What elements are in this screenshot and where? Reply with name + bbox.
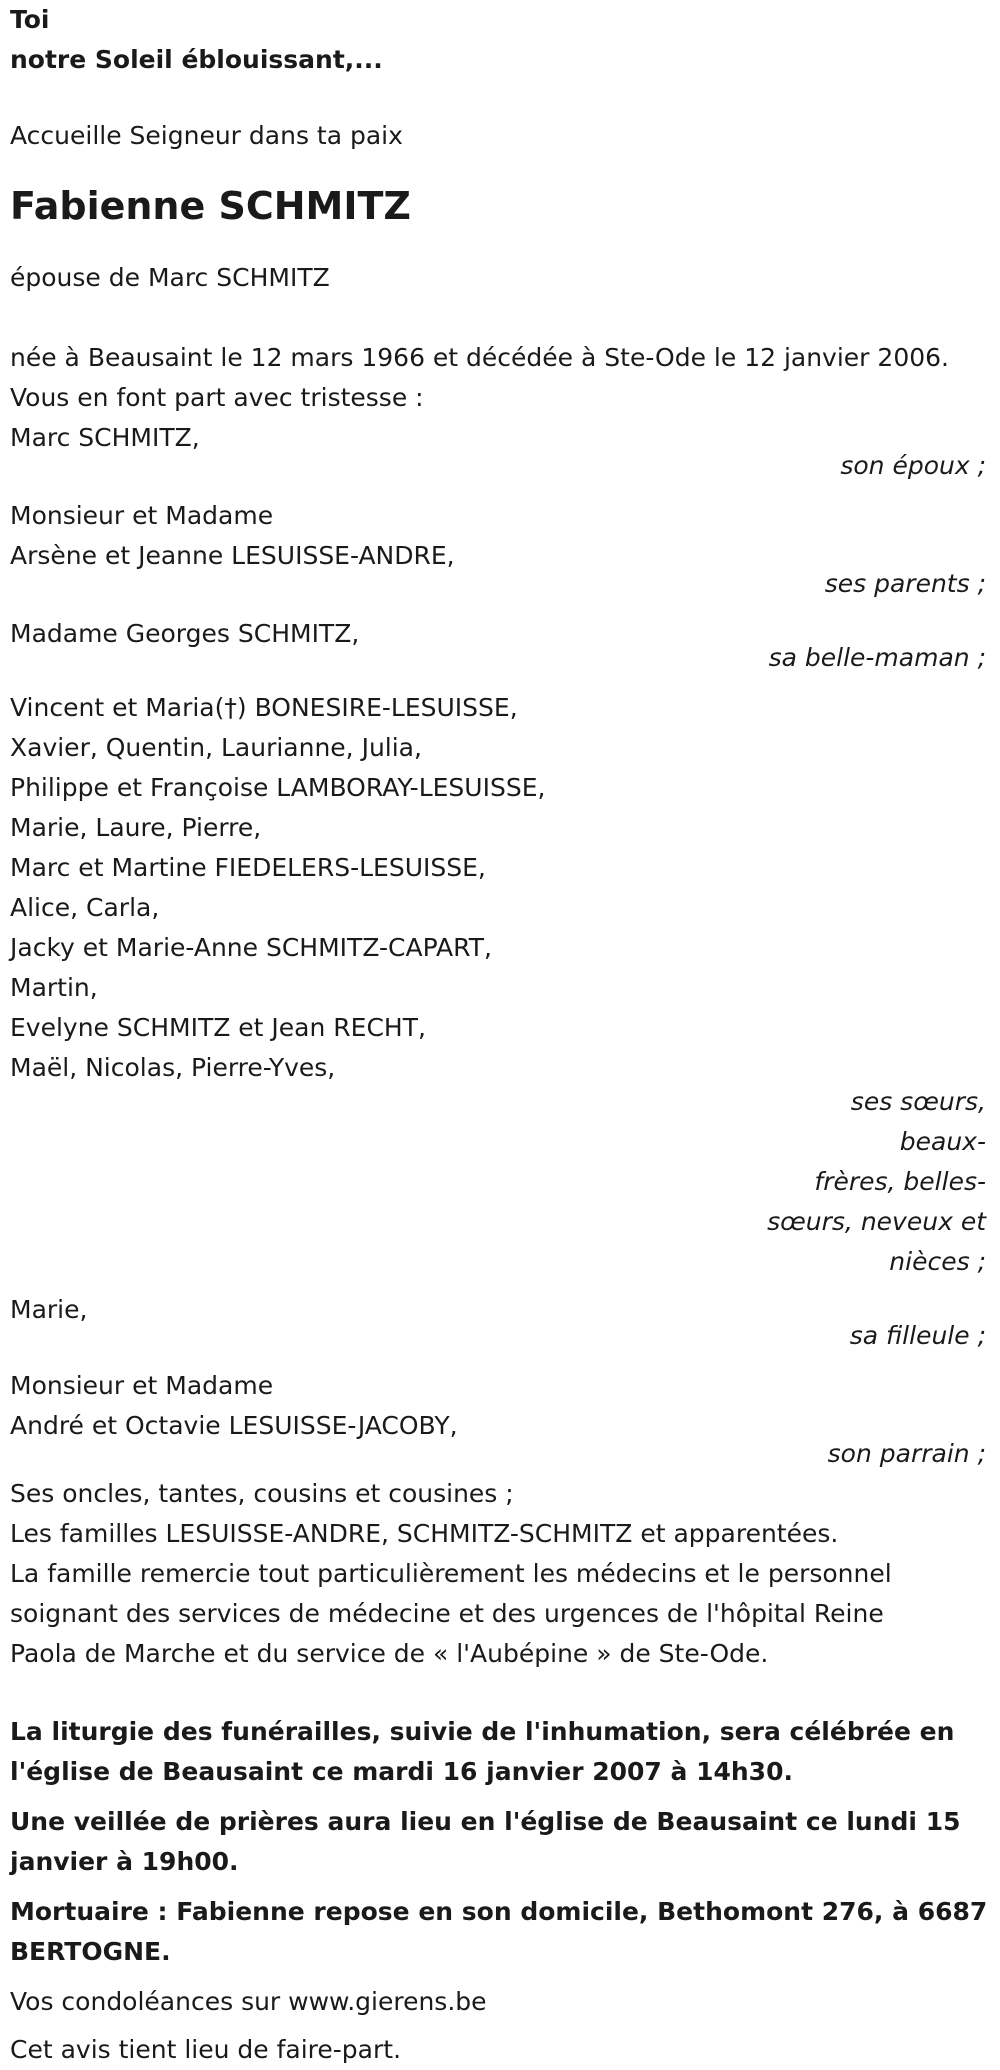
mortuary-line: Mortuaire : Fabienne repose en son domicile, Bethomont 276, à 6687 xyxy=(10,1897,988,1926)
family-line: André et Octavie LESUISSE-JACOBY, xyxy=(10,1411,458,1440)
thanks-line: La famille remercie tout particulièrement les médecins et le personnel xyxy=(10,1559,892,1588)
family-line: Jacky et Marie-Anne SCHMITZ-CAPART, xyxy=(10,933,492,962)
family-group-siblings xyxy=(10,688,990,1282)
relation-label: sœurs, neveux et xyxy=(767,1207,986,1236)
relation-label: frères, belles- xyxy=(814,1167,986,1196)
others-line: Ses oncles, tantes, cousins et cousines ; xyxy=(10,1479,514,1508)
announcement-line: Vous en font part avec tristesse : xyxy=(10,383,424,412)
relation-label: sa belle-maman ; xyxy=(768,643,986,672)
family-line: Monsieur et Madame xyxy=(10,501,274,530)
family-line: Marie, Laure, Pierre, xyxy=(10,813,262,842)
deceased-name: Fabienne SCHMITZ xyxy=(10,184,411,228)
family-group-mother-in-law xyxy=(10,614,990,678)
vigil-line: janvier à 19h00. xyxy=(10,1847,239,1876)
relation-label: nièces ; xyxy=(889,1247,986,1276)
thanks-line: soignant des services de médecine et des urgences de l'hôpital Reine xyxy=(10,1599,884,1628)
family-line: Maël, Nicolas, Pierre-Yves, xyxy=(10,1053,336,1082)
family-line: Arsène et Jeanne LESUISSE-ANDRE, xyxy=(10,541,455,570)
funeral-line: La liturgie des funérailles, suivie de l'inhumation, sera célébrée en xyxy=(10,1717,955,1746)
family-group-parents xyxy=(10,496,990,604)
mortuary-info xyxy=(10,1892,990,1972)
family-line: Marie, xyxy=(10,1295,88,1324)
funeral-info xyxy=(10,1712,990,1792)
relation-label: sa filleule ; xyxy=(849,1321,986,1350)
family-line: Martin, xyxy=(10,973,98,1002)
intro-line-1: Toi xyxy=(10,5,50,34)
intro-line-2: notre Soleil éblouissant,... xyxy=(10,45,383,74)
thanks-line: Paola de Marche et du service de « l'Aubépine » de Ste-Ode. xyxy=(10,1639,769,1668)
family-line: Philippe et Françoise LAMBORAY-LESUISSE, xyxy=(10,773,546,802)
vigil-line: Une veillée de prières aura lieu en l'église de Beausaint ce lundi 15 xyxy=(10,1807,961,1836)
family-group-spouse xyxy=(10,418,990,486)
relation-label: ses sœurs, beaux- xyxy=(850,1087,986,1156)
prayer-line: Accueille Seigneur dans ta paix xyxy=(10,121,403,150)
family-line: Marc SCHMITZ, xyxy=(10,423,200,452)
funeral-line: l'église de Beausaint ce mardi 16 janvier 2007 à 14h30. xyxy=(10,1757,793,1786)
family-line: Alice, Carla, xyxy=(10,893,160,922)
relation-label: son époux ; xyxy=(840,451,986,480)
vigil-info xyxy=(10,1802,990,1882)
spouse-line: épouse de Marc SCHMITZ xyxy=(10,263,330,292)
family-line: Madame Georges SCHMITZ, xyxy=(10,619,360,648)
others-line: Les familles LESUISSE-ANDRE, SCHMITZ-SCHMITZ et apparentées. xyxy=(10,1519,839,1548)
relation-label: son parrain ; xyxy=(827,1439,986,1468)
relation-label: ses parents ; xyxy=(824,569,986,598)
condolences-line: Vos condoléances sur www.gierens.be xyxy=(10,1987,487,2016)
closing-line: Cet avis tient lieu de faire-part. xyxy=(10,2035,402,2064)
family-line: Evelyne SCHMITZ et Jean RECHT, xyxy=(10,1013,426,1042)
family-line: Xavier, Quentin, Laurianne, Julia, xyxy=(10,733,422,762)
family-line: Vincent et Maria(†) BONESIRE-LESUISSE, xyxy=(10,693,518,722)
family-group-godfather xyxy=(10,1366,990,1474)
mortuary-line: BERTOGNE. xyxy=(10,1937,171,1966)
family-group-goddaughter xyxy=(10,1290,990,1356)
relation-block xyxy=(760,1082,990,1282)
birth-death-line: née à Beausaint le 12 mars 1966 et décédée à Ste-Ode le 12 janvier 2006. xyxy=(10,343,949,372)
family-line: Monsieur et Madame xyxy=(10,1371,274,1400)
family-line: Marc et Martine FIEDELERS-LESUISSE, xyxy=(10,853,486,882)
